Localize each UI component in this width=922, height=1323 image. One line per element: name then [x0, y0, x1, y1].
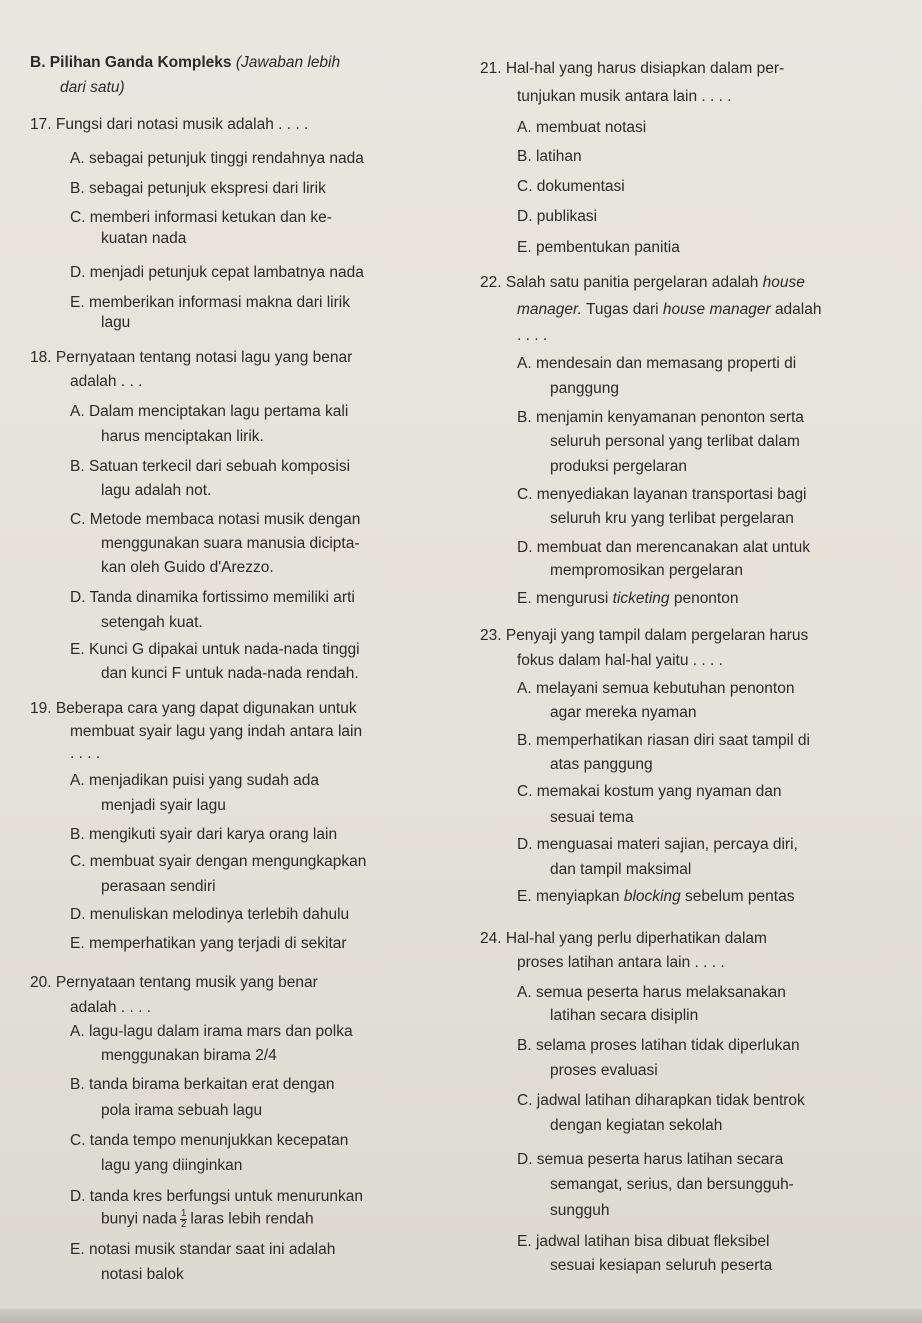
- q21-option-e: E. pembentukan panitia: [517, 239, 680, 256]
- q19-option-b: B. mengikuti syair dari karya orang lain: [70, 826, 338, 843]
- q21-stem-cont: tunjukan musik antara lain . . . .: [517, 88, 732, 105]
- q24-option-d-cont: semangat, serius, dan bersungguh-: [550, 1176, 794, 1193]
- q22-stem-cont: manager. Tugas dari house manager adalah: [517, 301, 822, 318]
- q22-option-c-cont: seluruh kru yang terlibat pergelaran: [550, 510, 794, 527]
- q20-stem-cont: adalah . . . .: [70, 999, 151, 1016]
- q20-option-e: E. notasi musik standar saat ini adalah: [70, 1241, 336, 1258]
- q24-option-d: D. semua peserta harus latihan secara: [517, 1151, 784, 1168]
- q17-option-e: E. memberikan informasi makna dari lirik: [70, 294, 350, 311]
- q18-option-a-cont: harus menciptakan lirik.: [101, 428, 264, 445]
- q24-option-a-cont: latihan secara disiplin: [550, 1007, 699, 1024]
- q18-option-c-cont: menggunakan suara manusia dicipta-: [101, 535, 360, 552]
- q24-option-e-cont: sesuai kesiapan seluruh peserta: [550, 1257, 773, 1274]
- q23-option-e: E. menyiapkan blocking sebelum pentas: [517, 888, 795, 905]
- q21-stem: 21. Hal-hal yang harus disiapkan dalam per-: [480, 60, 785, 77]
- q18-option-e: E. Kunci G dipakai untuk nada-nada tinggi: [70, 641, 360, 658]
- q22-option-d: D. membuat dan merencanakan alat untuk: [517, 539, 810, 556]
- q22-option-b: B. menjamin kenyamanan penonton serta: [517, 409, 804, 426]
- q21-option-c: C. dokumentasi: [517, 178, 625, 195]
- q19-option-a: A. menjadikan puisi yang sudah ada: [70, 772, 320, 789]
- q22-option-e: E. mengurusi ticketing penonton: [517, 590, 739, 607]
- one-half-fraction: $\frac{1}{2}$: [180, 1208, 187, 1230]
- q21-option-b: B. latihan: [517, 148, 582, 165]
- q24-stem: 24. Hal-hal yang perlu diperhatikan dalam: [480, 930, 767, 947]
- q20-option-d-cont: bunyi nada $\frac{1}{2}$ laras lebih rendah: [101, 1208, 314, 1230]
- q20-option-c-cont: lagu yang diinginkan: [101, 1157, 243, 1174]
- q18-option-a: A. Dalam menciptakan lagu pertama kali: [70, 403, 349, 420]
- q23-option-c: C. memakai kostum yang nyaman dan: [517, 783, 782, 800]
- section-heading-note: dari satu): [60, 79, 125, 96]
- q23-stem-cont: fokus dalam hal-hal yaitu . . . .: [517, 652, 723, 669]
- q20-option-b: B. tanda birama berkaitan erat dengan: [70, 1076, 335, 1093]
- q23-option-d: D. menguasai materi sajian, percaya diri,: [517, 836, 798, 853]
- q24-option-b-cont: proses evaluasi: [550, 1062, 658, 1079]
- q20-stem: 20. Pernyataan tentang musik yang benar: [30, 974, 318, 991]
- q19-stem-cont: membuat syair lagu yang indah antara lain: [70, 723, 363, 740]
- q19-option-c-cont: perasaan sendiri: [101, 878, 216, 895]
- q24-stem-cont: proses latihan antara lain . . . .: [517, 954, 725, 971]
- q18-option-d-cont: setengah kuat.: [101, 614, 203, 631]
- q18-option-c: C. Metode membaca notasi musik dengan: [70, 511, 361, 528]
- page-bottom-edge: [0, 1309, 922, 1323]
- q23-option-b: B. memperhatikan riasan diri saat tampil di: [517, 732, 810, 749]
- q24-option-c-cont: dengan kegiatan sekolah: [550, 1117, 723, 1134]
- q17-stem: 17. Fungsi dari notasi musik adalah . . . .: [30, 116, 309, 133]
- q23-option-b-cont: atas panggung: [550, 756, 653, 773]
- q17-option-c: C. memberi informasi ketukan dan ke-: [70, 209, 332, 226]
- q22-option-a-cont: panggung: [550, 380, 619, 397]
- q20-option-e-cont: notasi balok: [101, 1266, 184, 1283]
- q22-stem-dots: . . . .: [517, 327, 548, 344]
- q19-option-d: D. menuliskan melodinya terlebih dahulu: [70, 906, 350, 923]
- q18-option-b-cont: lagu adalah not.: [101, 482, 212, 499]
- q18-option-e-cont: dan kunci F untuk nada-nada rendah.: [101, 665, 359, 682]
- q17-option-b: B. sebagai petunjuk ekspresi dari lirik: [70, 180, 326, 197]
- q22-option-d-cont: mempromosikan pergelaran: [550, 562, 743, 579]
- q17-option-e-cont: lagu: [101, 314, 131, 331]
- q17-option-c-cont: kuatan nada: [101, 230, 187, 247]
- q18-option-d: D. Tanda dinamika fortissimo memiliki arti: [70, 589, 355, 606]
- q18-option-b: B. Satuan terkecil dari sebuah komposisi: [70, 458, 351, 475]
- q23-option-c-cont: sesuai tema: [550, 809, 634, 826]
- q23-option-a-cont: agar mereka nyaman: [550, 704, 697, 721]
- q18-stem-cont: adalah . . .: [70, 373, 143, 390]
- q19-option-a-cont: menjadi syair lagu: [101, 797, 226, 814]
- q21-option-a: A. membuat notasi: [517, 119, 647, 136]
- q23-option-a: A. melayani semua kebutuhan penonton: [517, 680, 795, 697]
- q17-option-a: A. sebagai petunjuk tinggi rendahnya nada: [70, 150, 364, 167]
- q20-option-c: C. tanda tempo menunjukkan kecepatan: [70, 1132, 349, 1149]
- q19-stem-dots: . . . .: [70, 745, 101, 762]
- q24-option-d-cont2: sungguh: [550, 1202, 610, 1219]
- q19-option-c: C. membuat syair dengan mengungkapkan: [70, 853, 367, 870]
- q22-option-a: A. mendesain dan memasang properti di: [517, 355, 797, 372]
- q24-option-c: C. jadwal latihan diharapkan tidak bentrok: [517, 1092, 805, 1109]
- q19-option-e: E. memperhatikan yang terjadi di sekitar: [70, 935, 347, 952]
- q17-option-d: D. menjadi petunjuk cepat lambatnya nada: [70, 264, 364, 281]
- q19-stem: 19. Beberapa cara yang dapat digunakan untuk: [30, 700, 357, 717]
- q20-option-a-cont: menggunakan birama 2/4: [101, 1047, 277, 1064]
- q23-stem: 23. Penyaji yang tampil dalam pergelaran harus: [480, 627, 809, 644]
- q20-option-b-cont: pola irama sebuah lagu: [101, 1102, 263, 1119]
- q21-option-d: D. publikasi: [517, 208, 598, 225]
- q22-option-b-cont: seluruh personal yang terlibat dalam: [550, 433, 800, 450]
- q22-stem: 22. Salah satu panitia pergelaran adalah house: [480, 274, 805, 291]
- q22-option-c: C. menyediakan layanan transportasi bagi: [517, 486, 807, 503]
- q24-option-b: B. selama proses latihan tidak diperlukan: [517, 1037, 800, 1054]
- q20-option-a: A. lagu-lagu dalam irama mars dan polka: [70, 1023, 353, 1040]
- q18-option-c-cont2: kan oleh Guido d'Arezzo.: [101, 559, 274, 576]
- q24-option-a: A. semua peserta harus melaksanakan: [517, 984, 786, 1001]
- q22-option-b-cont2: produksi pergelaran: [550, 458, 688, 475]
- section-heading: B. Pilihan Ganda Kompleks (Jawaban lebih: [30, 54, 341, 71]
- q18-stem: 18. Pernyataan tentang notasi lagu yang benar: [30, 349, 353, 366]
- q20-option-d: D. tanda kres berfungsi untuk menurunkan: [70, 1188, 363, 1205]
- q24-option-e: E. jadwal latihan bisa dibuat fleksibel: [517, 1233, 770, 1250]
- q23-option-d-cont: dan tampil maksimal: [550, 861, 692, 878]
